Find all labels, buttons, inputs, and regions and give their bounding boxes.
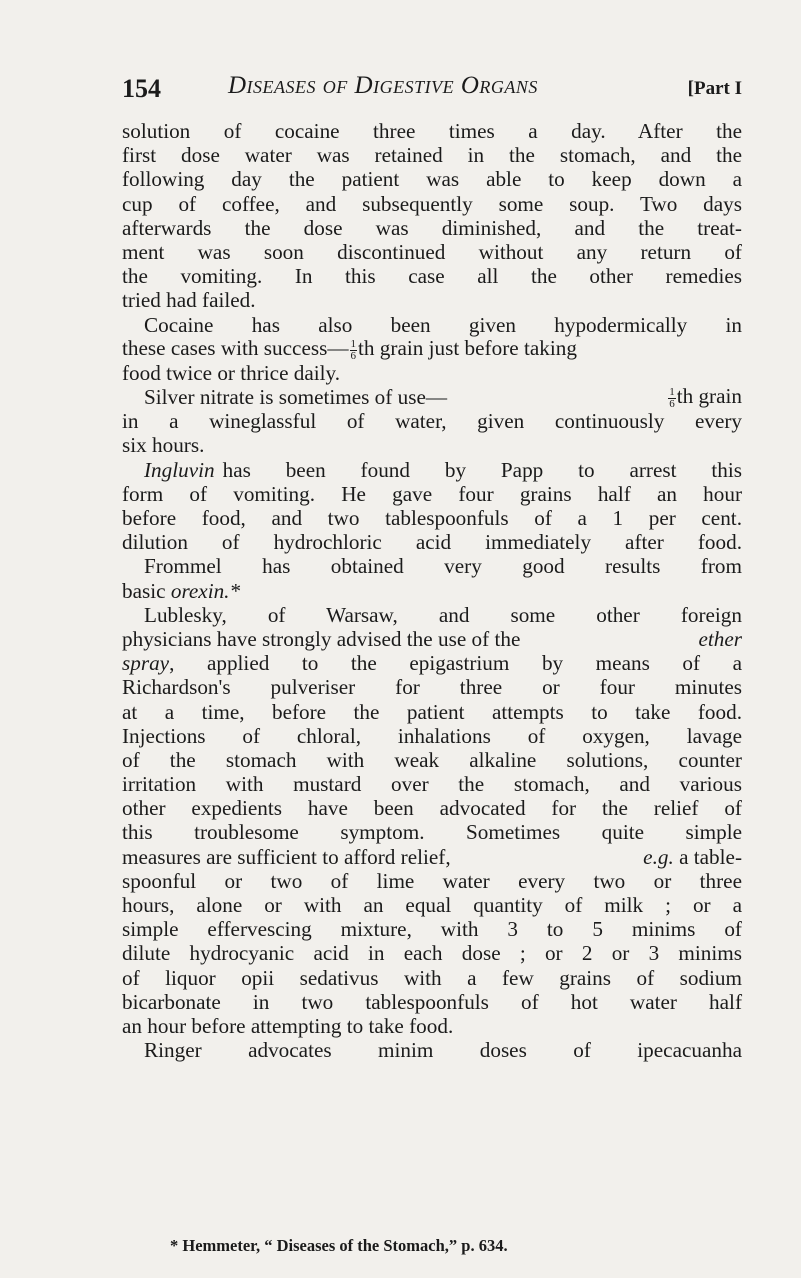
text-line: Injections of chloral, inhalations of oxygen, lavage [122, 723, 742, 748]
text-line [122, 627, 742, 651]
page-number: 154 [122, 74, 161, 103]
text-line: Lublesky, of Warsaw, and some other foreign [144, 602, 742, 627]
text-line: Ringer advocates minim doses of ipecacuanha [144, 1038, 742, 1063]
text-line: an hour before attempting to take food. [122, 1013, 454, 1038]
part-label: [Part I [687, 78, 742, 99]
text-line: dilution of hydrochloric acid immediately after food. [122, 530, 742, 555]
text-line: Richardson's pulveriser for three or four minutes [122, 675, 742, 700]
text-line: six hours. [122, 433, 205, 458]
text-line: food twice or thrice daily. [122, 360, 341, 385]
text-fragment: th grain just before taking [358, 335, 577, 360]
text-fragment: physicians have strongly advised the use of the [122, 626, 521, 651]
text-fragment-italic: e.g. [643, 844, 674, 869]
text-fragment-italic: Ingluvin [144, 457, 215, 482]
body-text [122, 119, 742, 1062]
text-line: tried had failed. [122, 288, 256, 313]
text-line: of the stomach with weak alkaline solutions, counter [122, 747, 742, 772]
text-line: before food, and two tablespoonfuls of a 1 per cent. [122, 506, 742, 530]
text-fragment-italic: ether [698, 626, 742, 651]
text-fragment-italic: orexin.* [170, 578, 241, 603]
text-fragment-italic: spray [122, 651, 170, 676]
text-line [122, 385, 742, 409]
text-line: other expedients have been advocated for the relief of [122, 796, 742, 821]
text-line: form of vomiting. He gave four grains half an hour [122, 481, 742, 506]
text-line: ment was soon discontinued without any return of [122, 239, 742, 264]
text-line: hours, alone or with an equal quantity of milk ; or a [122, 893, 742, 917]
footnote: * Hemmeter, “ Diseases of the Stomach,” p. 634. [170, 1236, 508, 1255]
text-line: in a wineglassful of water, given continuously every [122, 409, 742, 434]
text-fragment: basic [122, 578, 166, 603]
text-line: first dose water was retained in the stomach, and the [122, 143, 742, 168]
text-fragment: a table- [679, 844, 742, 869]
text-line [122, 845, 742, 869]
fraction-numerator: 1 [350, 337, 357, 350]
text-line: Cocaine has also been given hypodermically in [144, 312, 742, 337]
text-line: of liquor opii sedativus with a few grains of sodium [122, 965, 742, 990]
text-line: cup of coffee, and subsequently some soup. Two days [122, 191, 742, 216]
text-line: Frommel has obtained very good results from [144, 554, 742, 579]
text-line [122, 337, 742, 361]
text-line: spoonful or two of lime water every two or three [122, 868, 742, 893]
text-line: irritation with mustard over the stomach, and various [122, 772, 742, 797]
text-line [122, 458, 742, 482]
fraction [668, 387, 676, 410]
text-line: at a time, before the patient attempts to take food. [122, 699, 742, 724]
text-line: the vomiting. In this case all the other remedies [122, 264, 742, 289]
fraction-denominator: 6 [350, 349, 357, 362]
text-line [122, 651, 742, 675]
text-line [122, 579, 742, 603]
running-title: Diseases of Digestive Organs [228, 72, 538, 99]
page-header [122, 72, 742, 108]
fraction [350, 339, 358, 362]
fraction-numerator: 1 [669, 385, 675, 398]
text-line: following day the patient was able to keep down a [122, 167, 742, 192]
text-line: afterwards the dose was diminished, and the treat- [122, 215, 742, 240]
text-fragment: these cases with success— [122, 335, 349, 360]
text-line: simple effervescing mixture, with 3 to 5 minims of [122, 917, 742, 942]
text-fragment: measures are sufficient to afford relief, [122, 844, 451, 869]
text-fragment: Silver nitrate is sometimes of use— [144, 385, 448, 410]
text-line: solution of cocaine three times a day. After the [122, 119, 742, 143]
fraction-denominator: 6 [669, 397, 675, 410]
text-fragment: , applied to the epigastrium by means of a [169, 651, 742, 676]
text-line: bicarbonate in two tablespoonfuls of hot water half [122, 989, 742, 1014]
text-line: dilute hydrocyanic acid in each dose ; or 2 or 3 minims [122, 941, 742, 966]
text-line: this troublesome symptom. Sometimes quite simple [122, 820, 742, 845]
text-fragment: th grain [676, 384, 742, 409]
text-fragment: has been found by Papp to arrest this [222, 457, 742, 482]
